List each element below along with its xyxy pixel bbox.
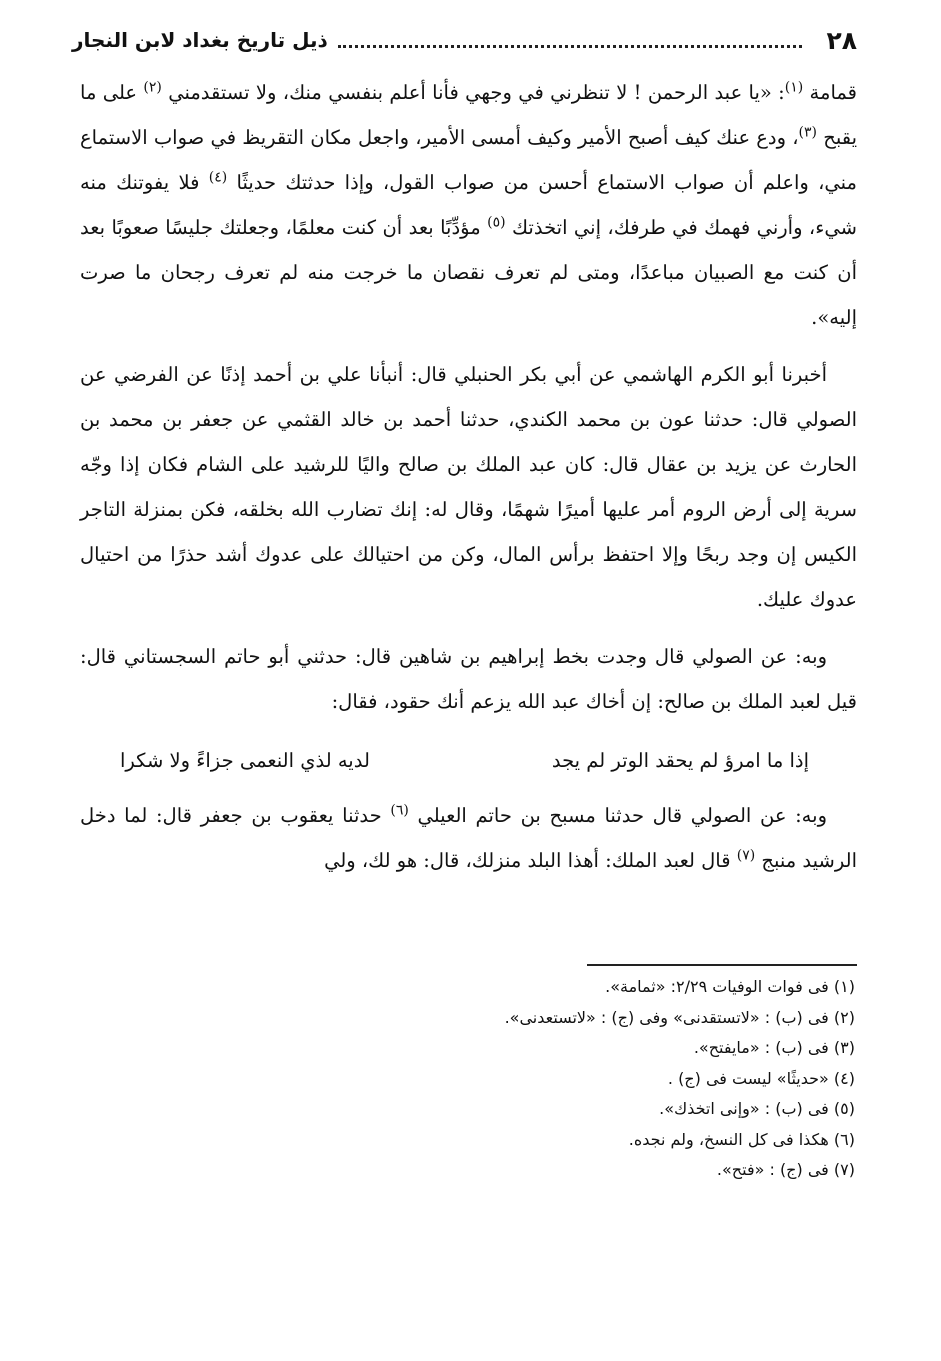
footnotes [300, 972, 855, 1186]
footnote-reference: (٤) [208, 169, 228, 186]
book-title: ذيل تاريخ بغداد لابن النجار [72, 28, 328, 52]
verse-first-hemistich: إذا ما امرؤ لم يحقد الوتر لم يجد [551, 749, 809, 772]
running-title-wrap [72, 28, 812, 52]
footnote: (٧) فى (ج) : «فتح». [716, 1160, 855, 1179]
footnote: (١) فى فوات الوفيات ٢/٢٩: «ثمامة». [605, 977, 855, 996]
footnote-reference: (١) [784, 79, 804, 96]
footnote-reference: (٣) [798, 124, 818, 141]
footnote: (٦) هكذا فى كل النسخ، ولم نجده. [628, 1129, 855, 1149]
main-text [80, 70, 857, 883]
poetry-verse [80, 738, 857, 783]
running-header [72, 22, 857, 58]
footnote-reference: (٧) [736, 847, 756, 864]
leader-dots [338, 45, 803, 48]
paragraph: وبه: عن الصولي قال وجدت بخط إبراهيم بن شاهين قال: حدثني أبو حاتم السجستاني قال: قيل لعبد الملك بن صالح: إن أخاك عبد الله يزعم أنك حقود، فقال: [80, 645, 857, 713]
verse-second-hemistich: لديه لذي النعمى جزاءً ولا شكرا [120, 749, 370, 772]
footnote-reference: (٥) [487, 214, 506, 231]
paragraph: وبه: عن الصولي قال حدثنا مسبح بن حاتم العيلي $^{(٦)}$ حدثنا يعقوب بن جعفر قال: لما دخل الرشيد منبج $^{(٧)}$ قال لعبد الملك: أهذا البلد منزلك، قال: هو لك، ولي [80, 802, 857, 872]
footnote: (٥) فى (ب) : «وإنى اتخذك». [659, 1099, 855, 1118]
page-number: ٢٨ [826, 25, 857, 55]
footnote: (٢) فى (ب) : «لاتستقدنى» وفى (ج) : «لاتستعدنى». [504, 1007, 855, 1027]
footnote-reference: (٢) [143, 79, 162, 96]
footnote-reference: (٦) [390, 802, 409, 819]
footnote: (٣) فى (ب) : «مايفتح». [693, 1038, 855, 1057]
paragraph: قمامة $^{(١)}$: «يا عبد الرحمن ! لا تنظرني في وجهي فأنا أعلم بنفسي منك، ولا تستقدمني $^{(٢)}$ على ما يقبح $^{(٣)}$، ودع عنك كيف أصبح الأمير وكيف أمسى الأمير، واجعل مكان التقريظ في صواب الاستماع مني، واعلم أن صواب الاستماع أحسن من صواب القول، وإذا حدثتك حديثًا $^{(٤)}$ فلا يفوتنك منه شيء، وأرني فهمك في طرفك، إني اتخذتك $^{(٥)}$ مؤدِّبًا بعد أن كنت معلمًا، وجعلتك جليسًا صعوبًا بعد أن كنت مع الصبيان مباعدًا، ومتى لم تعرف نقصان ما خرجت منه لم تعرف رجحان ما صرت إليه». [80, 79, 857, 329]
footnote-separator [587, 964, 857, 966]
paragraph: أخبرنا أبو الكرم الهاشمي عن أبي بكر الحنبلي قال: أنبأنا علي بن أحمد إذنًا عن الفرضي عن الصولي قال: حدثنا عون بن محمد الكندي، حدثنا أحمد بن خالد القثمي عن جعفر بن محمد بن الحارث عن يزيد بن عقال قال: كان عبد الملك بن صالح واليًا للرشيد على الشام فكان إذا وجّه سرية إلى أرض الروم أمر عليها أميرًا شهمًا، وقال له: إنك تضارب الله بخلقه، فكن بمنزلة التاجر الكيس إن وجد ربحًا وإلا احتفظ برأس المال، وكن من احتيالك على عدوك أشد حذرًا من احتيال عدوك عليك. [80, 363, 857, 611]
footnote: (٤) «حديثًا» ليست فى (ج) . [667, 1068, 855, 1088]
